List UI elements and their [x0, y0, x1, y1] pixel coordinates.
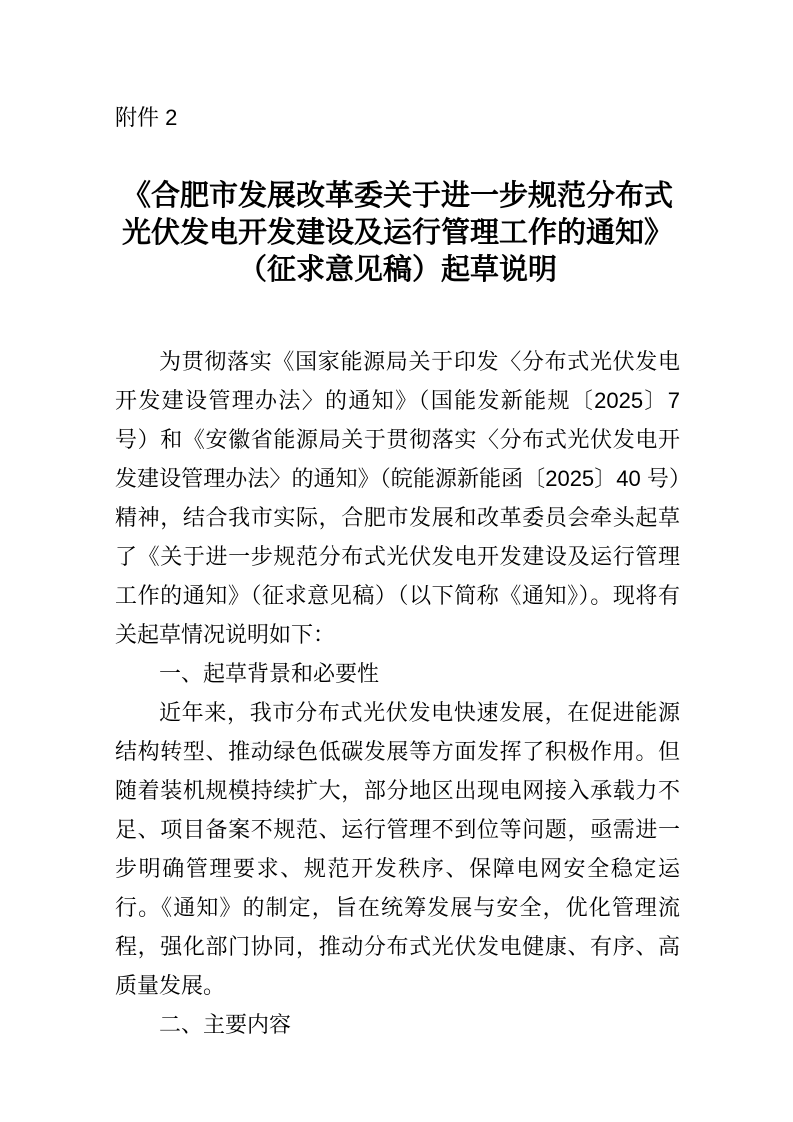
document-body — [115, 342, 680, 1044]
section-heading-background: 一、起草背景和必要性 — [159, 661, 380, 686]
section-heading-main-content: 二、主要内容 — [159, 1012, 292, 1037]
document-title: 《合肥市发展改革委关于进一步规范分布式光伏发电开发建设及运行管理工作的通知》（征求意见稿）起草说明 — [121, 180, 673, 286]
attachment-label: 附件 2 — [115, 105, 178, 130]
paragraph-background: 近年来，我市分布式光伏发电快速发展，在促进能源结构转型、推动绿色低碳发展等方面发挥了积极作用。但随着装机规模持续扩大，部分地区出现电网接入承载力不足、项目备案不规范、运行管理不到位等问题，亟需进一步明确管理要求、规范开发秩序、保障电网安全稳定运行。《通知》的制定，旨在统筹发展与安全，优化管理流程，强化部门协同，推动分布式光伏发电健康、有序、高质量发展。 — [115, 700, 680, 998]
paragraph-intro: 为贯彻落实《国家能源局关于印发〈分布式光伏发电开发建设管理办法〉的通知》（国能发新能规〔2025〕7 号）和《安徽省能源局关于贯彻落实〈分布式光伏发电开发建设管理办法〉的通知》（皖能源新能函〔2025〕40 号）精神，结合我市实际，合肥市发展和改革委员会牵头起草了《关于进一步规范分布式光伏发电开发建设及运行管理工作的通知》（征求意见稿）（以下简称《通知》）。现将有关起草情况说明如下： — [115, 349, 680, 647]
